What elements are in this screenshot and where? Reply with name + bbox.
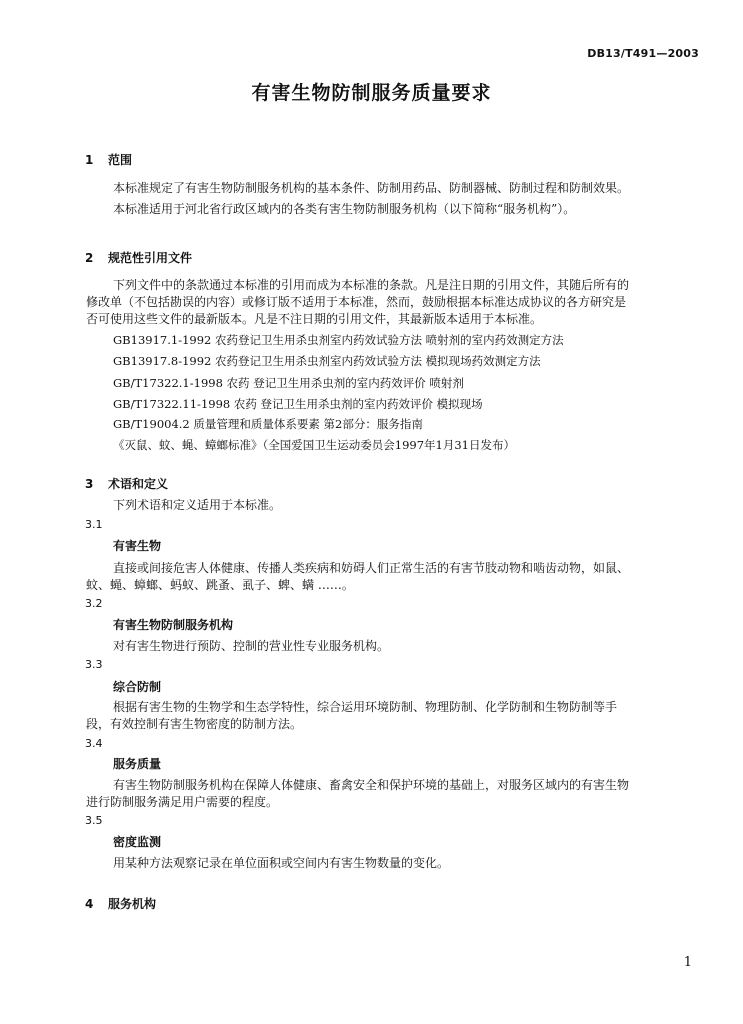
section-3-intro: 下列术语和定义适用于本标准。 [113, 498, 282, 512]
reference-item: 《灭鼠、蚊、蝇、蟑螂标准》（全国爱国卫生运动委员会1997年1月31日发布） [113, 438, 515, 452]
section-2-paragraph-line-1: 下列文件中的条款通过本标准的引用而成为本标准的条款。凡是注日期的引用文件，其随后所有的 [113, 278, 630, 292]
section-1-number: 1 [85, 153, 94, 167]
section-3-title: 术语和定义 [108, 477, 169, 491]
term-definition-line-2: 段，有效控制有害生物密度的防制方法。 [86, 717, 303, 731]
section-2-paragraph-line-2: 修改单（不包括勘误的内容）或修订版不适用于本标准，然而，鼓励根据本标准达成协议的各方研究是 [86, 295, 627, 309]
section-2-title: 规范性引用文件 [108, 251, 193, 265]
term-number: 3.4 [85, 737, 103, 750]
document-code: DB13/T491—2003 [587, 47, 699, 60]
document-title: 有害生物防制服务质量要求 [251, 82, 492, 104]
term-name: 服务质量 [113, 757, 162, 771]
term-name: 有害生物 [113, 539, 162, 553]
term-definition-line-1: 根据有害生物的生物学和生态学特性，综合运用环境防制、物理防制、化学防制和生物防制等手 [113, 700, 618, 714]
reference-item: GB13917.8-1992 农药登记卫生用杀虫剂室内药效试验方法 模拟现场药效测定方法 [113, 354, 541, 368]
term-name: 综合防制 [113, 680, 162, 694]
section-1-paragraph-2: 本标准适用于河北省行政区域内的各类有害生物防制服务机构（以下简称“服务机构”）。 [113, 202, 576, 216]
term-definition-line-2: 蚊、蝇、蟑螂、蚂蚁、跳蚤、虱子、蜱、螨 ……。 [86, 578, 354, 592]
term-name: 有害生物防制服务机构 [113, 618, 234, 632]
reference-item: GB13917.1-1992 农药登记卫生用杀虫剂室内药效试验方法 喷射剂的室内药效测定方法 [113, 333, 564, 347]
term-definition-line-1: 有害生物防制服务机构在保障人体健康、畜禽安全和保护环境的基础上，对服务区域内的有害生物 [113, 778, 630, 792]
section-1-paragraph-1: 本标准规定了有害生物防制服务机构的基本条件、防制用药品、防制器械、防制过程和防制效果。 [113, 181, 630, 195]
section-2-paragraph-line-3: 否可使用这些文件的最新版本。凡是不注日期的引用文件，其最新版本适用于本标准。 [86, 312, 543, 326]
term-number: 3.1 [85, 518, 103, 531]
section-1-title: 范围 [108, 153, 133, 167]
term-number: 3.3 [85, 658, 103, 671]
section-4-number: 4 [85, 897, 94, 911]
reference-item: GB/T17322.11-1998 农药 登记卫生用杀虫剂的室内药效评价 模拟现场 [113, 397, 483, 411]
section-2-number: 2 [85, 251, 94, 265]
page-number: 1 [683, 955, 692, 970]
reference-item: GB/T19004.2 质量管理和质量体系要素 第2部分：服务指南 [113, 417, 423, 431]
term-number: 3.5 [85, 814, 103, 827]
term-definition-line-1: 对有害生物进行预防、控制的营业性专业服务机构。 [113, 639, 390, 653]
reference-item: GB/T17322.1-1998 农药 登记卫生用杀虫剂的室内药效评价 喷射剂 [113, 376, 464, 390]
term-name: 密度监测 [113, 835, 162, 849]
section-3-number: 3 [85, 477, 94, 491]
section-4-title: 服务机构 [108, 897, 157, 911]
term-definition-line-2: 进行防制服务满足用户需要的程度。 [86, 795, 279, 809]
term-definition-line-1: 用某种方法观察记录在单位面积或空间内有害生物数量的变化。 [113, 856, 450, 870]
term-definition-line-1: 直接或间接危害人体健康、传播人类疾病和妨碍人们正常生活的有害节肢动物和啮齿动物，如鼠、 [113, 561, 630, 575]
term-number: 3.2 [85, 597, 103, 610]
